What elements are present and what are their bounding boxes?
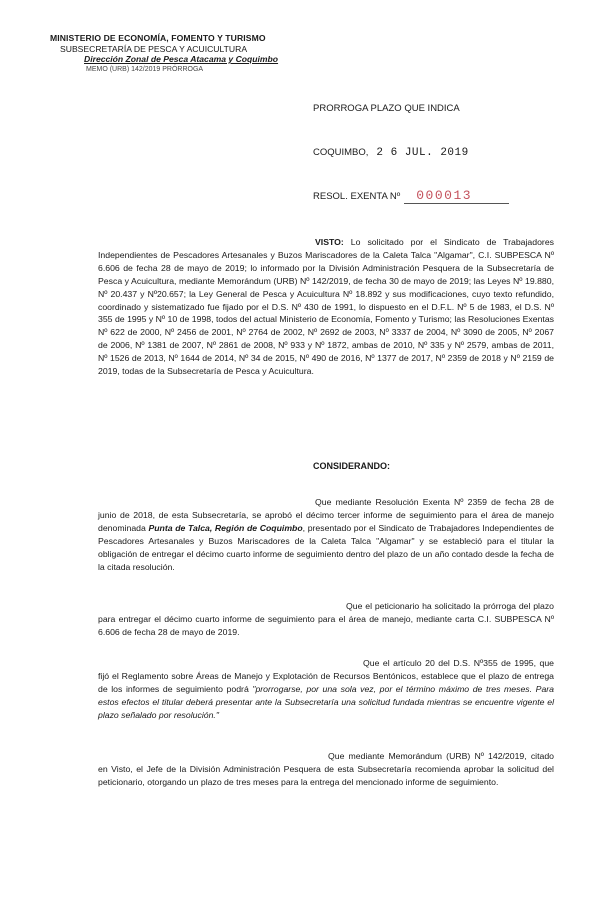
p2-text: Que el peticionario ha solicitado la prórroga del plazo para entregar el décimo cuarto informe de seguimiento para el área de manejo, mediante carta C.I. SUBPESCA Nº 6.606 de fecha 28 de mayo de 2019.: [98, 601, 554, 637]
considerando-paragraph-3: [98, 657, 554, 722]
letterhead: [50, 33, 290, 75]
p3-text-a: Que el artículo 20 del D.S. Nº355 de 1995, que fijó el Reglamento sobre Áreas de Manejo y Explotación de Recursos Bentónicos, establece que el plazo de entrega de los informes de seguimiento podrá: [98, 658, 554, 694]
ministry-name: MINISTERIO DE ECONOMÍA, FOMENTO Y TURISMO: [50, 33, 266, 43]
considerando-paragraph-1: [98, 496, 554, 573]
place-date: [313, 147, 469, 159]
direccion-name: Dirección Zonal de Pesca Atacama y Coquimbo: [84, 54, 279, 64]
visto-text: Lo solicitado por el Sindicato de Trabajadores Independientes de Pescadores Artesanales y Buzos Mariscadores de la Caleta Talca "Algamar", C.I. SUBPESCA Nº 6.606 de fecha 28 de mayo de 2019; lo informado por la División Administración Pesquera de la Subsecretaría de Pesca y Acuicultura, mediante Memorándum (URB) Nº 142/2019, de fecha 30 de mayo de 2019; las Leyes Nº 19.880, Nº 20.437 y Nº20.657; la Ley General de Pesca y Acuicultura Nº 18.892 y sus modificaciones, cuyo texto refundido, coordinado y sistematizado fue fijado por el D.S. Nº 430 de 1991, lo dispuesto en el D.F.L. Nº 5 de 1983, el D.S. Nº 355 de 1995 y Nº 10 de 1998, todos del actual Ministerio de Economía, Fomento y Turismo; las Resoluciones Exentas Nº 622 de 2000, Nº 2456 de 2001, Nº 2764 de 2002, Nº 2692 de 2003, Nº 3337 de 2004, Nº 3090 de 2005, Nº 2067 de 2006, Nº 1381 de 2007, Nº 2861 de 2008, Nº 933 y Nº 1872, ambas de 2010, Nº 335 y Nº 2579, ambas de 2011, Nº 1526 de 2013, Nº 1644 de 2014, Nº 34 de 2015, Nº 490 de 2016, Nº 1377 de 2017, Nº 2359 de 2018 y Nº 2159 de 2019, todas de la Subsecretaría de Pesca y Acuicultura.: [98, 237, 554, 377]
city: COQUIMBO,: [313, 147, 369, 158]
visto-label: VISTO:: [315, 237, 344, 247]
resolution-number-field: [404, 188, 509, 204]
memo-reference: MEMO (URB) 142/2019 PRÓRROGA: [86, 65, 204, 73]
considerando-paragraph-2: [98, 600, 554, 639]
p1-text-b: , presentado por el Sindicato de Trabajadores Independientes de Pescadores Artesanales y Buzos Mariscadores de la Caleta Talca "Algamar" y se estableció para el titular la obligación de entregar el décimo cuarto informe de seguimiento dentro del plazo de un año contado desde la fecha de la citada resolución.: [98, 522, 555, 572]
p4-text: Que mediante Memorándum (URB) Nº 142/2019, citado en Visto, el Jefe de la División Administración Pesquera de esta Subsecretaría recomienda aprobar la solicitud del peticionario, otorgando un plazo de tres meses para la entrega del mencionado informe de seguimiento.: [98, 751, 554, 787]
p1-area-name: Punta de Talca, Región de Coquimbo: [148, 522, 303, 533]
resolution-number: 000013: [416, 188, 473, 203]
p3-quote: "prorrogarse, por una sola vez, por el término máximo de tres meses. Para estos efectos el titular deberá presentar ante la Subsecretaría una solicitud fundada mientras se encuentre vigente el plazo señalado por resolución.": [98, 683, 555, 720]
resolution-line: [313, 188, 509, 204]
p1-text-a: Que mediante Resolución Exenta Nº 2359 de fecha 28 de junio de 2018, de esta Subsecretaría, se aprobó el décimo tercer informe de seguimiento para el área de manejo denominada: [98, 497, 554, 533]
stamped-date: 2 6 JUL. 2019: [376, 147, 469, 159]
subsecretaria-name: SUBSECRETARÍA DE PESCA Y ACUICULTURA: [60, 43, 248, 54]
resolution-label: RESOL. EXENTA Nº: [313, 191, 401, 202]
document-subject: PRORROGA PLAZO QUE INDICA: [313, 103, 460, 114]
considerando-paragraph-4: [98, 750, 554, 789]
visto-paragraph: [98, 236, 554, 378]
considerando-label: CONSIDERANDO:: [313, 461, 391, 471]
